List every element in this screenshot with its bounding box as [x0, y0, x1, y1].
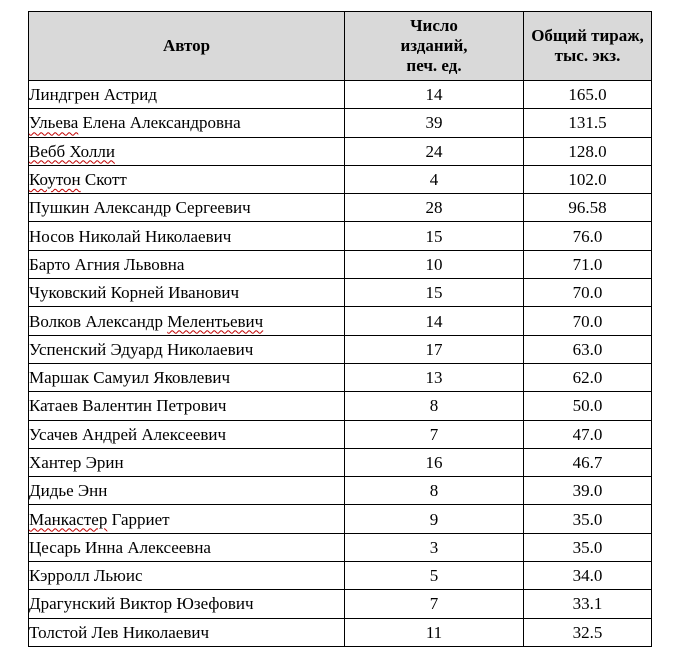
- table-row: [29, 335, 652, 363]
- table-row: [29, 562, 652, 590]
- editions-cell: 14: [345, 307, 524, 335]
- circulation-cell: 35.0: [524, 505, 652, 533]
- circulation-cell: 70.0: [524, 307, 652, 335]
- spellcheck-underlined-text: Ульева: [29, 113, 79, 133]
- table-header-row: [29, 12, 652, 81]
- circulation-cell: 128.0: [524, 137, 652, 165]
- author-text: Скотт: [80, 170, 127, 190]
- author-cell: [29, 165, 345, 193]
- circulation-cell: 32.5: [524, 618, 652, 646]
- author-cell: Маршак Самуил Яковлевич: [29, 363, 345, 391]
- author-cell: Барто Агния Львовна: [29, 250, 345, 278]
- author-cell: Цесарь Инна Алексеевна: [29, 533, 345, 561]
- table-row: [29, 420, 652, 448]
- table-row: [29, 250, 652, 278]
- spellcheck-underlined-text: Коутон: [29, 170, 81, 190]
- circulation-cell: 50.0: [524, 392, 652, 420]
- author-cell: Хантер Эрин: [29, 448, 345, 476]
- circulation-cell: 165.0: [524, 81, 652, 109]
- author-cell: Толстой Лев Николаевич: [29, 618, 345, 646]
- author-cell: [29, 307, 345, 335]
- spellcheck-underlined-text: Мелентьевич: [167, 311, 264, 331]
- circulation-cell: 131.5: [524, 109, 652, 137]
- table-row: [29, 505, 652, 533]
- circulation-cell: 76.0: [524, 222, 652, 250]
- author-cell: Успенский Эдуард Николаевич: [29, 335, 345, 363]
- circulation-cell: 39.0: [524, 477, 652, 505]
- editions-cell: 39: [345, 109, 524, 137]
- editions-cell: 5: [345, 562, 524, 590]
- circulation-cell: 62.0: [524, 363, 652, 391]
- editions-cell: 11: [345, 618, 524, 646]
- author-cell: Кэрролл Льюис: [29, 562, 345, 590]
- circulation-cell: 33.1: [524, 590, 652, 618]
- editions-cell: 15: [345, 279, 524, 307]
- editions-cell: 15: [345, 222, 524, 250]
- header-circulation-line2: тыс. экз.: [554, 46, 621, 65]
- editions-cell: 4: [345, 165, 524, 193]
- circulation-cell: 96.58: [524, 194, 652, 222]
- editions-cell: 14: [345, 81, 524, 109]
- author-cell: [29, 505, 345, 533]
- editions-cell: 9: [345, 505, 524, 533]
- table-row: [29, 363, 652, 391]
- table-row: [29, 165, 652, 193]
- editions-cell: 13: [345, 363, 524, 391]
- spellcheck-underlined-text: Вебб Холли: [29, 141, 115, 161]
- circulation-cell: 34.0: [524, 562, 652, 590]
- author-cell: [29, 137, 345, 165]
- author-cell: Дидье Энн: [29, 477, 345, 505]
- circulation-cell: 63.0: [524, 335, 652, 363]
- editions-cell: 10: [345, 250, 524, 278]
- editions-cell: 7: [345, 420, 524, 448]
- circulation-cell: 47.0: [524, 420, 652, 448]
- header-editions: [345, 12, 524, 81]
- editions-cell: 8: [345, 392, 524, 420]
- table-row: [29, 448, 652, 476]
- table-row: [29, 137, 652, 165]
- table-row: [29, 194, 652, 222]
- table-row: [29, 392, 652, 420]
- header-author: Автор: [29, 12, 345, 81]
- editions-cell: 7: [345, 590, 524, 618]
- table-row: [29, 590, 652, 618]
- circulation-cell: 102.0: [524, 165, 652, 193]
- editions-cell: 17: [345, 335, 524, 363]
- author-cell: Чуковский Корней Иванович: [29, 279, 345, 307]
- editions-cell: 8: [345, 477, 524, 505]
- circulation-cell: 70.0: [524, 279, 652, 307]
- author-text: Волков Александр: [29, 311, 168, 331]
- editions-cell: 28: [345, 194, 524, 222]
- author-text: Елена Александровна: [78, 113, 241, 133]
- header-editions-line1: Число: [410, 16, 458, 35]
- circulation-cell: 46.7: [524, 448, 652, 476]
- table-row: [29, 81, 652, 109]
- editions-cell: 24: [345, 137, 524, 165]
- table-row: [29, 307, 652, 335]
- author-cell: Драгунский Виктор Юзефович: [29, 590, 345, 618]
- author-cell: Усачев Андрей Алексеевич: [29, 420, 345, 448]
- table-row: [29, 618, 652, 646]
- author-cell: Линдгрен Астрид: [29, 81, 345, 109]
- header-editions-line3: печ. ед.: [406, 56, 462, 75]
- table-row: [29, 533, 652, 561]
- table-row: [29, 279, 652, 307]
- editions-cell: 16: [345, 448, 524, 476]
- header-editions-line2: изданий,: [400, 36, 468, 55]
- author-cell: Носов Николай Николаевич: [29, 222, 345, 250]
- author-text: Гарриет: [107, 509, 170, 529]
- editions-cell: 3: [345, 533, 524, 561]
- author-cell: Катаев Валентин Петрович: [29, 392, 345, 420]
- table-row: [29, 222, 652, 250]
- authors-table: [28, 11, 652, 647]
- table-row: [29, 109, 652, 137]
- author-cell: Пушкин Александр Сергеевич: [29, 194, 345, 222]
- table-row: [29, 477, 652, 505]
- header-circulation: [524, 12, 652, 81]
- author-cell: [29, 109, 345, 137]
- circulation-cell: 35.0: [524, 533, 652, 561]
- header-circulation-line1: Общий тираж,: [531, 26, 644, 45]
- spellcheck-underlined-text: Манкастер: [29, 509, 108, 529]
- circulation-cell: 71.0: [524, 250, 652, 278]
